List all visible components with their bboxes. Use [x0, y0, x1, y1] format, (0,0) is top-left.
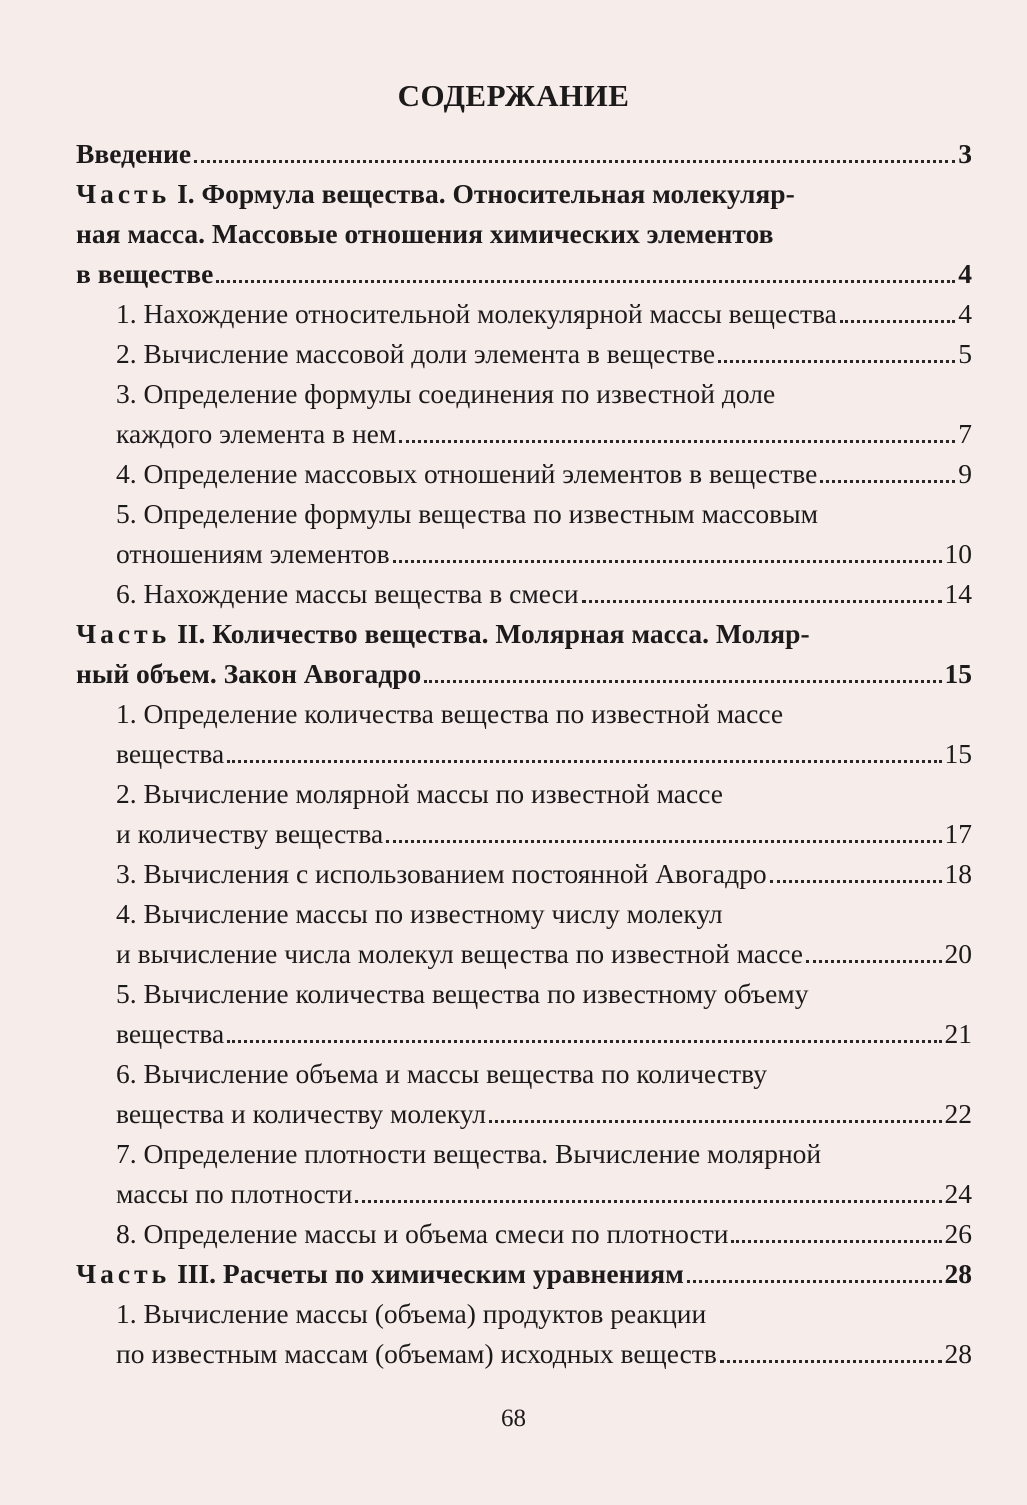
- toc-entry-line[interactable]: 4. Вычисление массы по известному числу молекул: [116, 898, 723, 929]
- dot-leader: [770, 880, 942, 883]
- toc-page-number: 26: [944, 1218, 972, 1249]
- toc-entry-line[interactable]: 5. Определение формулы вещества по известным массовым: [116, 498, 819, 529]
- toc-entry-label: и количеству вещества: [116, 818, 384, 849]
- dot-leader: [718, 360, 955, 363]
- dot-leader: [840, 320, 955, 323]
- toc-entry[interactable]: [76, 854, 972, 894]
- toc-page-number: 21: [944, 1018, 972, 1049]
- toc-entry[interactable]: [76, 534, 972, 574]
- toc-entry[interactable]: [76, 574, 972, 614]
- dot-leader: [720, 1360, 942, 1363]
- toc-entry-introduction[interactable]: [76, 134, 972, 174]
- toc-page-number: 15: [944, 658, 972, 689]
- toc-page-number: 9: [958, 458, 972, 489]
- toc-page-number: 4: [958, 258, 972, 289]
- part-heading-line: [76, 614, 972, 654]
- dot-leader: [731, 1240, 941, 1243]
- dot-leader: [424, 680, 941, 683]
- dot-leader: [355, 1200, 941, 1203]
- toc-entry[interactable]: [76, 334, 972, 374]
- toc-entry-line[interactable]: 3. Определение формулы соединения по известной доле: [116, 378, 776, 409]
- toc-entry-label: Введение: [76, 138, 192, 169]
- part-heading-text: III. Расчеты по химическим уравнениям: [170, 1258, 684, 1289]
- toc-entry-label: 6. Нахождение массы вещества в смеси: [116, 578, 579, 609]
- part-heading-text: II. Количество вещества. Молярная масса. Моляр-: [170, 618, 810, 649]
- toc-page-number: 17: [944, 818, 972, 849]
- dot-leader: [820, 480, 955, 483]
- toc-page-number: 14: [944, 578, 972, 609]
- part-heading-line: ная масса. Массовые отношения химических элементов: [76, 218, 774, 249]
- toc-entry-label: по известным массам (объемам) исходных веществ: [116, 1338, 717, 1369]
- dot-leader: [393, 560, 942, 563]
- dot-leader: [216, 280, 955, 283]
- toc-entry[interactable]: [76, 294, 972, 334]
- toc-entry[interactable]: [76, 1014, 972, 1054]
- toc-entry[interactable]: [76, 734, 972, 774]
- dot-leader: [687, 1280, 942, 1283]
- table-of-contents: [76, 134, 972, 1374]
- toc-entry-line[interactable]: 5. Вычисление количества вещества по известному объему: [116, 978, 809, 1009]
- toc-entry[interactable]: [76, 814, 972, 854]
- toc-entry-label: отношениям элементов: [116, 538, 390, 569]
- dot-leader: [227, 1040, 941, 1043]
- toc-entry[interactable]: [76, 1214, 972, 1254]
- part-heading-text: ный объем. Закон Авогадро: [76, 658, 422, 689]
- part-prefix: Часть: [76, 618, 171, 649]
- toc-page-number: 22: [944, 1098, 972, 1129]
- toc-entry-line[interactable]: 6. Вычисление объема и массы вещества по количеству: [116, 1058, 767, 1089]
- toc-entry-label: 4. Определение массовых отношений элементов в веществе: [116, 458, 818, 489]
- toc-entry-line[interactable]: 2. Вычисление молярной массы по известной массе: [116, 778, 723, 809]
- toc-entry[interactable]: [76, 1334, 972, 1374]
- toc-entry[interactable]: [76, 414, 972, 454]
- toc-entry-label: и вычисление числа молекул вещества по известной массе: [116, 938, 803, 969]
- toc-entry-label: массы по плотности: [116, 1178, 353, 1209]
- dot-leader: [227, 760, 941, 763]
- toc-entry-label: каждого элемента в нем: [116, 418, 397, 449]
- dot-leader: [194, 160, 955, 163]
- dot-leader: [386, 840, 941, 843]
- toc-page-number: 28: [944, 1338, 972, 1369]
- toc-entry-label: вещества: [116, 1018, 225, 1049]
- toc-entry-label: вещества: [116, 738, 225, 769]
- toc-entry-line[interactable]: 1. Определение количества вещества по известной массе: [116, 698, 784, 729]
- part-prefix: Часть: [76, 1258, 171, 1289]
- toc-page-number: 10: [944, 538, 972, 569]
- toc-page-number: 4: [958, 298, 972, 329]
- toc-entry-label: вещества и количеству молекул: [116, 1098, 486, 1129]
- dot-leader: [806, 960, 942, 963]
- toc-entry-line[interactable]: 1. Вычисление массы (объема) продуктов реакции: [116, 1298, 707, 1329]
- toc-entry-label: 3. Вычисления с использованием постоянной Авогадро: [116, 858, 767, 889]
- dot-leader: [489, 1120, 942, 1123]
- dot-leader: [399, 440, 955, 443]
- toc-page-number: 5: [958, 338, 972, 369]
- toc-entry-label: 1. Нахождение относительной молекулярной массы вещества: [116, 298, 837, 329]
- toc-page-number: 3: [958, 138, 972, 169]
- toc-entry-part-3[interactable]: [76, 1254, 972, 1294]
- part-heading-line: [76, 174, 972, 214]
- toc-entry-part-2[interactable]: [76, 654, 972, 694]
- toc-page-number: 15: [944, 738, 972, 769]
- toc-entry-part-1[interactable]: [76, 254, 972, 294]
- toc-page-number: 7: [958, 418, 972, 449]
- toc-entry[interactable]: [76, 1094, 972, 1134]
- part-heading-text: I. Формула вещества. Относительная молекуляр-: [170, 178, 795, 209]
- toc-entry-line[interactable]: 7. Определение плотности вещества. Вычисление молярной: [116, 1138, 822, 1169]
- page-title: СОДЕРЖАНИЕ: [397, 78, 630, 113]
- toc-entry-label: 2. Вычисление массовой доли элемента в веществе: [116, 338, 716, 369]
- toc-page-number: 28: [944, 1258, 972, 1289]
- toc-entry[interactable]: [76, 934, 972, 974]
- toc-entry-label: 8. Определение массы и объема смеси по плотности: [116, 1218, 729, 1249]
- toc-entry[interactable]: [76, 1174, 972, 1214]
- toc-page-number: 24: [944, 1178, 972, 1209]
- dot-leader: [582, 600, 942, 603]
- toc-page-number: 18: [944, 858, 972, 889]
- page-number: 68: [501, 1405, 526, 1432]
- toc-entry[interactable]: [76, 454, 972, 494]
- part-heading-text: в веществе: [76, 258, 214, 289]
- toc-page-number: 20: [944, 938, 972, 969]
- part-prefix: Часть: [76, 178, 171, 209]
